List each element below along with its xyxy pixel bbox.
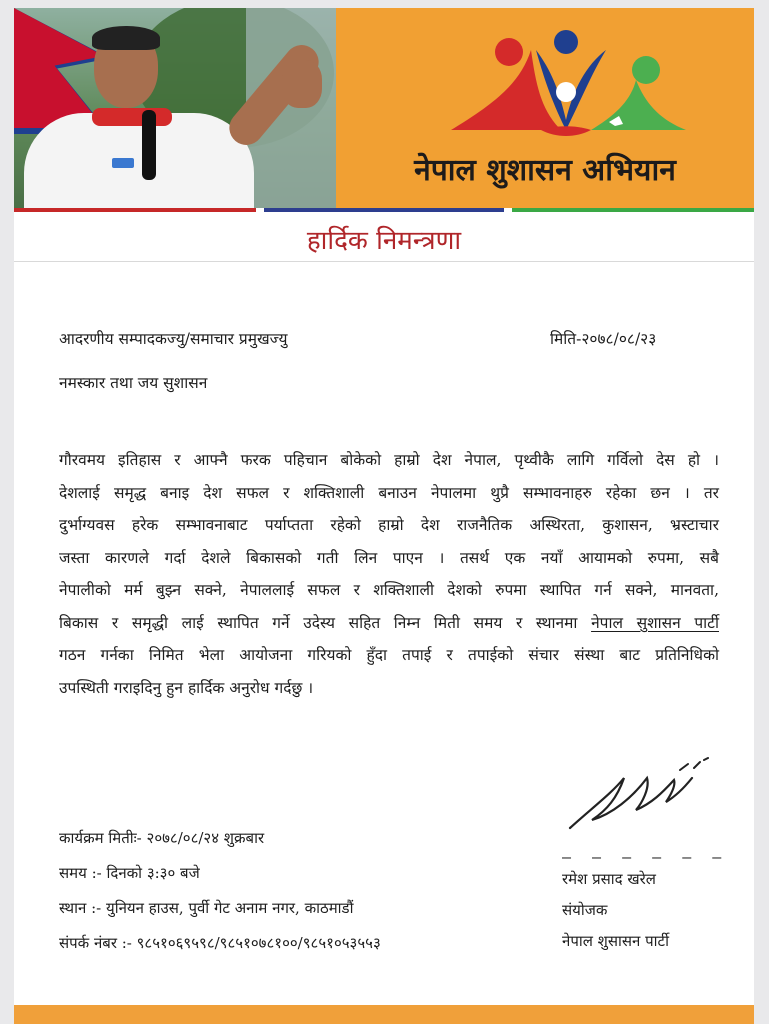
greeting: नमस्कार तथा जय सुशासन — [59, 374, 208, 392]
invitation-letter — [14, 8, 754, 1024]
blue-stripe — [264, 208, 504, 212]
microphone — [142, 110, 156, 180]
program-venue: स्थान :- युनियन हाउस, पुर्वी गेट अनाम नगर, काठमाडौं — [59, 899, 354, 917]
program-date: कार्यक्रम मितीः- २०७८/०८/२४ शुक्रबार — [59, 829, 265, 847]
organization-name: नेपाल शुशासन अभियान — [414, 153, 676, 188]
signer-block — [562, 864, 669, 957]
body-line: जस्ता कारणले गर्दा देशले बिकासको गती लिन पाएन । तसर्थ एक नयाँ आयामको रुपमा, सबै — [59, 548, 719, 567]
addressee: आदरणीय सम्पादकज्यु/समाचार प्रमुखज्यु — [59, 330, 288, 348]
program-time: समय :- दिनको ३:३० बजे — [59, 864, 200, 882]
body-line: गठन गर्नका निमित भेला आयोजना गरियको हुँदा तपाई र तपाईको संचार संस्था बाट प्रतिनिधिको — [59, 646, 719, 664]
footer-bar — [14, 1005, 754, 1024]
header-stripes — [14, 208, 754, 214]
party-name: नेपाल सुशासन पार्टी — [591, 613, 719, 632]
signer-party: नेपाल शुसासन पार्टी — [562, 932, 669, 950]
body-line: बिकास र समृद्धी लाई स्थापित गर्ने उदेस्य सहित निम्न मिती समय र स्थानमा — [59, 613, 578, 632]
red-stripe — [14, 208, 256, 212]
body-line: देशलाई समृद्ध बनाइ देश सफल र शक्तिशाली बनाउन नेपालमा थुप्रै सम्भावनाहरु रहेका छन । तर — [59, 483, 719, 502]
body-line-with-party — [59, 607, 719, 640]
letter-body — [59, 444, 719, 704]
contact-numbers: संपर्क नंबर :- ९८५१०६९५९८/९८५१०७८१००/९८५१०५३५५३ — [59, 934, 381, 952]
body-line: नेपालीको मर्म बुझ्न सक्ने, नेपाललाई सफल र शक्तिशाली देशको रुपमा स्थापित गर्न सक्ने, मानवता, — [59, 581, 719, 599]
body-line: उपस्थिती गराइदिनु हुन हार्दिक अनुरोध गर्दछु । — [59, 678, 314, 697]
signer-name: रमेश प्रसाद खरेल — [562, 870, 656, 888]
body-line: गौरवमय इतिहास र आफ्नै फरक पहिचान बोकेको हाम्रो देश नेपाल, पृथ्वीकै लागि गर्विलो देस हो । — [59, 451, 719, 469]
letter-title: हार्दिक निमन्त्रणा — [306, 226, 462, 256]
body-line: दुर्भाग्यवस हरेक सम्भावनाबाट पर्याप्तता रहेको हाम्रो देश राजनैतिक अस्थिरता, कुशासन, भ्रस्टाचार — [59, 516, 719, 534]
signature-line: — — — — — — — [562, 848, 728, 866]
signer-role: संयोजक — [562, 901, 608, 919]
organization-banner — [336, 8, 754, 208]
signature — [562, 748, 712, 838]
green-stripe — [512, 208, 754, 212]
speaker-photo — [14, 8, 336, 208]
letter-date: मिति-२०७८/०८/२३ — [550, 330, 657, 348]
title-divider — [14, 261, 754, 262]
event-details — [59, 821, 381, 961]
organization-logo — [441, 30, 691, 142]
